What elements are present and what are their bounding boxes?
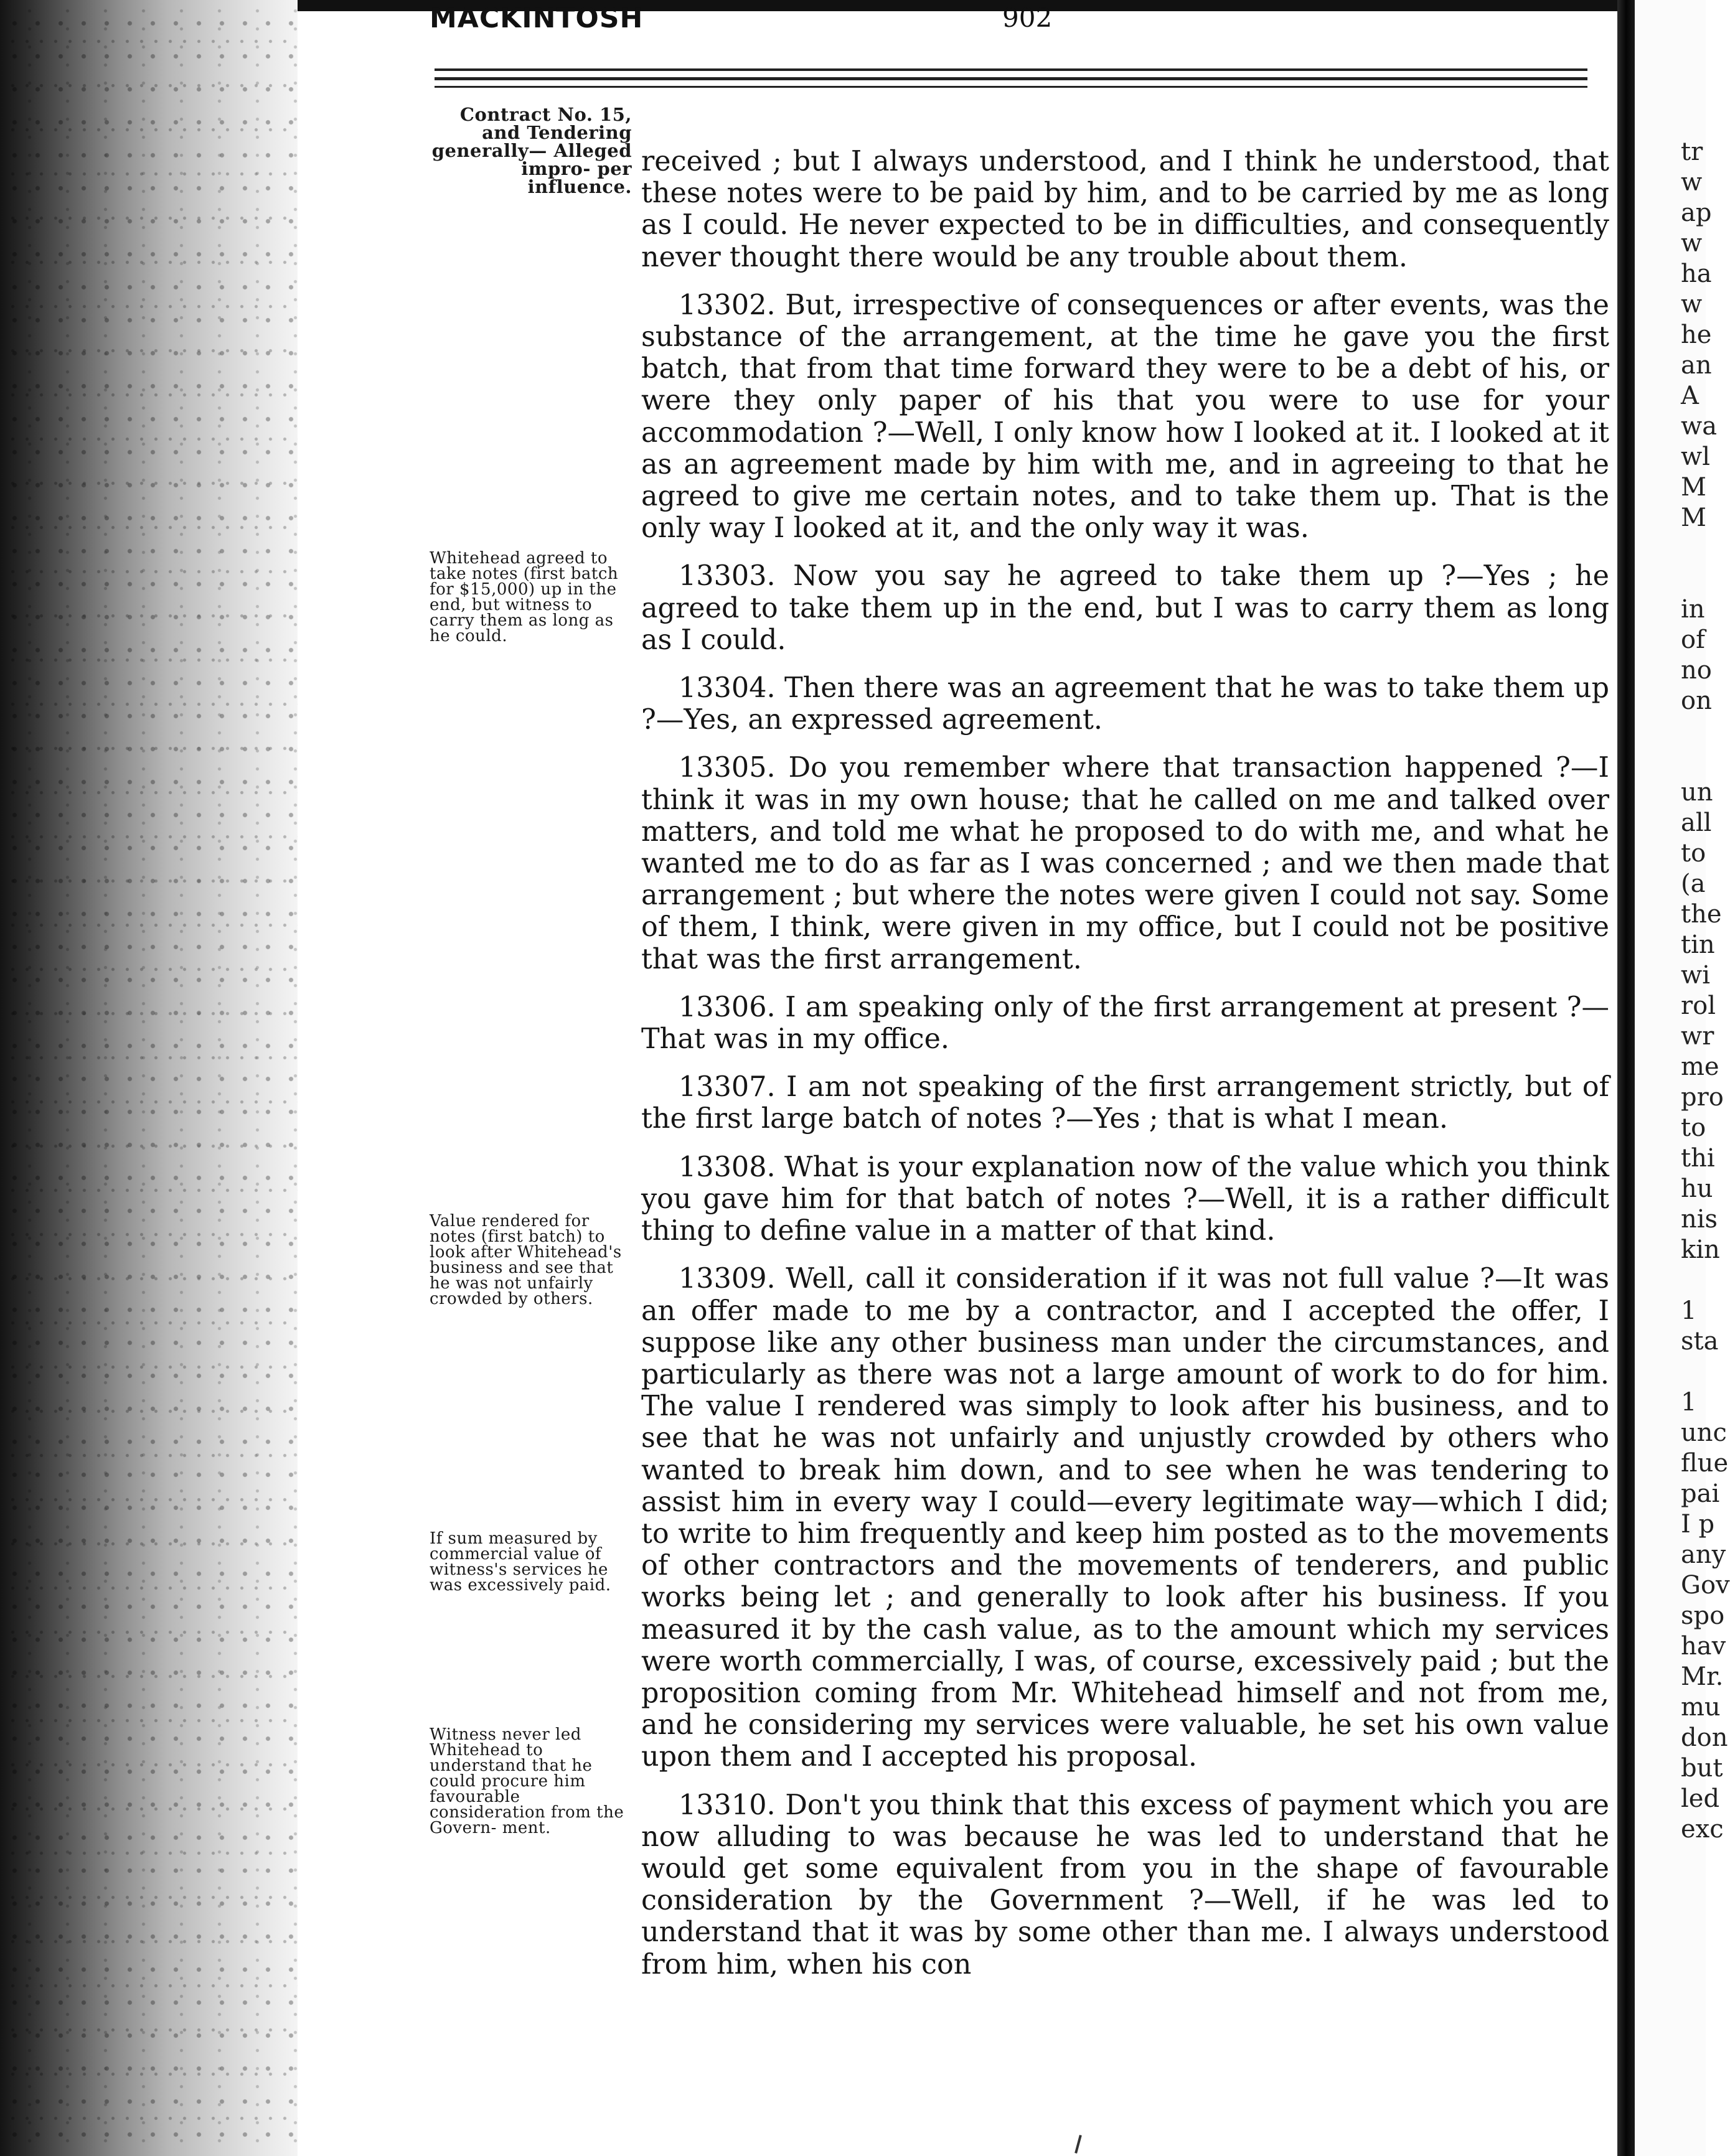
margin-note-government: Witness never led Whitehead to understand that he could procure him favourable consideration from the Govern- ment.: [430, 1725, 624, 1837]
facing-page-fragment: hav: [1681, 1632, 1726, 1661]
facing-page-fragment: the: [1681, 900, 1722, 929]
facing-page-fragment: tin: [1681, 930, 1715, 959]
facing-page-fragment: me: [1681, 1052, 1719, 1081]
facing-page-fragment: of: [1681, 626, 1705, 654]
facing-page-fragment: nis: [1681, 1205, 1718, 1234]
facing-page-fragment: wa: [1681, 412, 1718, 441]
facing-page-fragment: [1681, 747, 1718, 777]
facing-page-fragment: but: [1681, 1754, 1723, 1783]
facing-page-fragment: (a: [1681, 869, 1706, 898]
paragraph: received ; but I always understood, and I think he understood, that these notes were to be paid by him, and to be carried by me as long as I could. He never expected to be in difficulties, and consequently never thought there would be any trouble about them.: [641, 146, 1609, 273]
paragraph: 13306. I am speaking only of the first arrangement at present ?—That was in my office.: [641, 991, 1609, 1056]
book-spine-speckle: [0, 0, 298, 2156]
facing-page-fragment: Mr.: [1681, 1662, 1724, 1691]
facing-page-fragment: spo: [1681, 1601, 1725, 1630]
facing-page-fragment: [1681, 1357, 1718, 1387]
paragraph: 13302. But, irrespective of consequences or after events, was the substance of the arrangement, at the time he gave you the first batch, that from that time forward they were to be a debt of his, or were they only paper of his that you were to use for your accommodation ?—Well, I only know how I looked at it. I looked at it as an agreement made by him with me, and in agreeing to that he agreed to give me certain notes, and to take them up. That is the only way I looked at it, and the only way it was.: [641, 289, 1609, 545]
facing-page-fragment: mu: [1681, 1693, 1721, 1722]
facing-page-fragment: pai: [1681, 1479, 1720, 1508]
margin-note-contract: Contract No. 15, and Tendering generally— Alleged impro- per influence.: [431, 104, 632, 197]
facing-page-fragment: flue: [1681, 1449, 1729, 1478]
paragraph: 13310. Don't you think that this excess of payment which you are now alluding to was because he was led to understand that he would get some equivalent from you in the shape of favourable consideration by the Government ?—Well, if he was led to understand that it was by some other than me. I always understood from him, when his con: [641, 1789, 1609, 1980]
facing-page-fragment: A: [1681, 382, 1699, 410]
facing-page-fragment: thi: [1681, 1144, 1715, 1173]
facing-page-fragment: no: [1681, 656, 1712, 685]
facing-page-fragment: wr: [1681, 1022, 1714, 1051]
margin-note-agreement: Whitehead agreed to take notes (first batch for $15,000) up in the end, but witness to carry them as long as he could.: [430, 549, 619, 645]
page-number: 902: [1002, 2, 1053, 33]
facing-page-fragment: [1681, 716, 1718, 747]
facing-page-fragment: M: [1681, 473, 1706, 502]
facing-page-fragment: I p: [1681, 1510, 1715, 1539]
facing-page-fragment: to: [1681, 839, 1706, 868]
facing-page-fragment: wl: [1681, 443, 1711, 471]
running-head: MACKINTOSH: [430, 2, 644, 34]
header-rule: [435, 68, 1587, 71]
scan-mark: [1074, 2135, 1082, 2154]
facing-page-fragment: 1: [1681, 1388, 1697, 1417]
page-gutter-shadow: [1617, 0, 1635, 2156]
paragraph: 13303. Now you say he agreed to take them up ?—Yes ; he agreed to take them up in the end, but I was to carry them as long as I could.: [641, 560, 1609, 656]
facing-page-fragment: in: [1681, 595, 1705, 624]
facing-page-fragment: [1681, 564, 1718, 594]
paragraph: 13304. Then there was an agreement that he was to take them up ?—Yes, an expressed agreement.: [641, 672, 1609, 736]
facing-page-fragment: sta: [1681, 1327, 1719, 1356]
facing-page-fragment: w: [1681, 168, 1703, 197]
facing-page-fragment: on: [1681, 687, 1712, 715]
facing-page-fragment: don: [1681, 1723, 1728, 1752]
facing-page-fragment: he: [1681, 321, 1712, 349]
paragraph: 13307. I am not speaking of the first arrangement strictly, but of the first large batch of notes ?—Yes ; that is what I mean.: [641, 1071, 1609, 1135]
facing-page-fragment: pro: [1681, 1083, 1724, 1112]
facing-page-fragment: kin: [1681, 1235, 1720, 1264]
facing-page-fragment: un: [1681, 778, 1713, 807]
header-rule: [435, 86, 1587, 88]
testimony-body: [641, 146, 1609, 1997]
paragraph: 13305. Do you remember where that transaction happened ?—I think it was in my own house; that he called on me and talked over matters, and told me what he proposed to do with me, and what he wanted me to do as far as I was concerned ; and we then made that arrangement ; but where the notes were given I could not say. Some of them, I think, were given in my office, but I could not be positive that was the first arrangement.: [641, 752, 1609, 975]
facing-page-fragment: any: [1681, 1540, 1726, 1569]
margin-note-value-rendered: Value rendered for notes (first batch) to look after Whitehead's business and see that he was not unfairly crowded by others.: [430, 1212, 622, 1308]
facing-page-fragment: exc: [1681, 1815, 1724, 1844]
facing-page-fragment: [1681, 533, 1718, 564]
facing-page-fragment: an: [1681, 351, 1712, 380]
paragraph: 13308. What is your explanation now of the value which you think you gave him for that batch of notes ?—Well, it is a rather difficult thing to define value in a matter of that kind.: [641, 1151, 1609, 1247]
facing-page-fragment: tr: [1681, 138, 1703, 166]
facing-page-fragment: unc: [1681, 1418, 1727, 1447]
facing-page-fragment: wi: [1681, 961, 1711, 990]
facing-page-fragment: M: [1681, 504, 1706, 532]
facing-page-fragment: [1681, 1265, 1718, 1296]
facing-page-fragment: ha: [1681, 260, 1712, 288]
facing-page-fragment: w: [1681, 229, 1703, 258]
facing-page-fragment: rol: [1681, 991, 1716, 1020]
facing-page-fragment: ap: [1681, 199, 1712, 227]
margin-note-excessive-payment: If sum measured by commercial value of witness's services he was excessively paid.: [430, 1529, 611, 1595]
facing-page-fragments: [1681, 137, 1730, 1845]
facing-page-fragment: 1: [1681, 1296, 1697, 1325]
header-rule: [435, 77, 1587, 80]
facing-page-fragment: to: [1681, 1113, 1706, 1142]
facing-page-fragment: Gov: [1681, 1571, 1730, 1600]
facing-page-fragment: hu: [1681, 1174, 1713, 1203]
facing-page-fragment: w: [1681, 290, 1703, 319]
paragraph: 13309. Well, call it consideration if it was not full value ?—It was an offer made to me by a contractor, and I accepted the offer, I suppose like any other business man under the circumstances, and particularly as there was not a large amount of work to do for him. The value I rendered was simply to look after his business, and to see that he was not unfairly and unjustly crowded by others who wanted to break him down, and to see when he was tendering to assist him in every way I could—every legitimate way—which I did; to write to him frequently and keep him posted as to the movements of other contractors and the movements of tenderers, and public works being let ; and generally to look after his business. If you measured it by the cash value, as to the amount which my services were worth commercially, I was, of course, excessively paid ; but the proposition coming from Mr. Whitehead himself and not from me, and he considering my services were valuable, he set his own value upon them and I accepted his proposal.: [641, 1263, 1609, 1773]
facing-page-fragment: led: [1681, 1784, 1720, 1813]
facing-page-fragment: all: [1681, 809, 1712, 837]
